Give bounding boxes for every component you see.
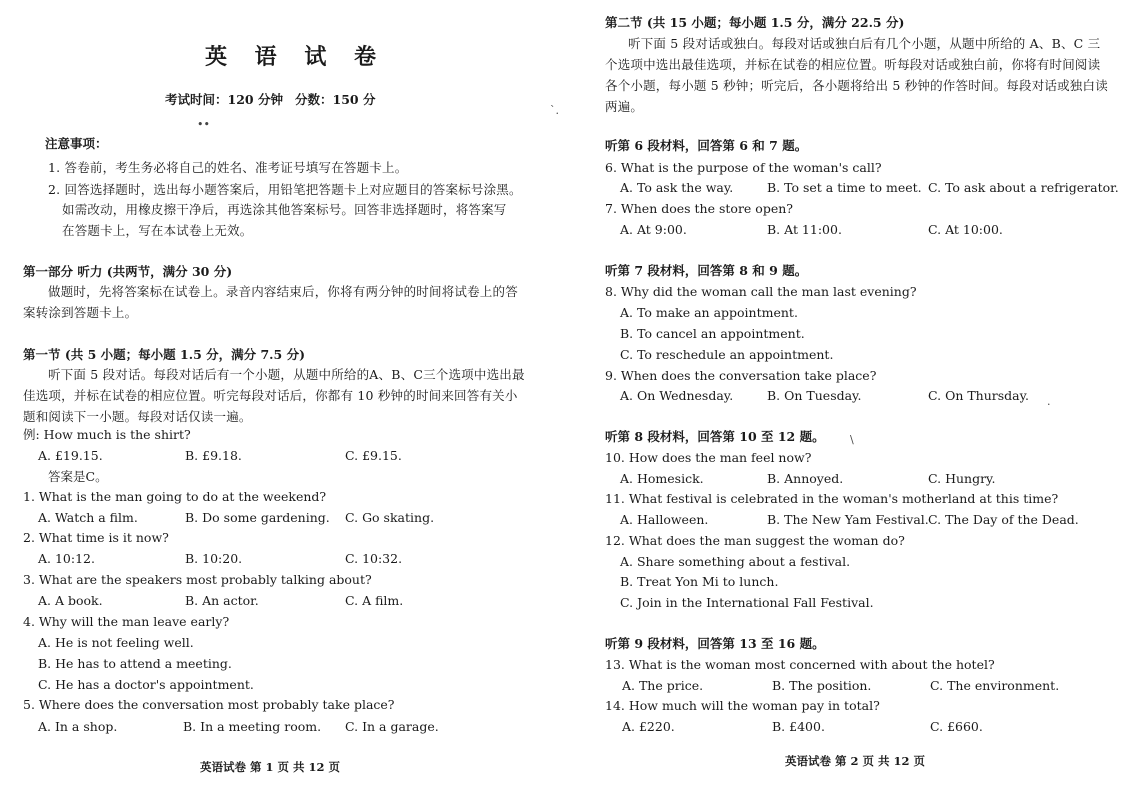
q7-option-b: B. At 11:00.	[767, 222, 842, 237]
q10-option-a: A. Homesick.	[620, 471, 704, 486]
section2-title: 第二节 (共 15 小题；每小题 1.5 分，满分 22.5 分)	[605, 15, 905, 30]
question-6: 6. What is the purpose of the woman's call?	[605, 160, 882, 175]
exam-page-2	[550, 0, 1123, 800]
example-option-a: A. £19.15.	[38, 448, 103, 463]
scan-speck: \	[850, 433, 854, 446]
q11-option-a: A. Halloween.	[620, 512, 709, 527]
q14-option-a: A. £220.	[622, 719, 675, 734]
note-line: 2. 回答选择题时，选出每小题答案后，用铅笔把答题卡上对应题目的答案标号涂黑。	[48, 182, 522, 197]
q14-option-b: B. £400.	[772, 719, 825, 734]
q4-option-b: B. He has to attend a meeting.	[38, 656, 232, 671]
exam-title: 英 语 试 卷	[205, 44, 386, 70]
section1-intro-line: 佳选项，并标在试卷的相应位置。听完每段对话后，你都有 10 秒钟的时间来回答有关小	[23, 388, 518, 403]
note-line: 1. 答卷前，考生务必将自己的姓名、准考证号填写在答题卡上。	[48, 160, 408, 175]
q8-option-a: A. To make an appointment.	[620, 305, 798, 320]
group-heading: 听第 9 段材料，回答第 13 至 16 题。	[605, 636, 825, 651]
question-2: 2. What time is it now?	[23, 530, 169, 545]
q12-option-a: A. Share something about a festival.	[620, 554, 851, 569]
section1-title: 第一节 (共 5 小题；每小题 1.5 分，满分 7.5 分)	[23, 347, 305, 362]
part1-intro-line: 案转涂到答题卡上。	[23, 305, 138, 320]
section1-intro-line: 听下面 5 段对话。每段对话后有一个小题，从题中所给的A、B、C三个选项中选出最	[48, 367, 525, 382]
q3-option-c: C. A film.	[345, 593, 404, 608]
question-7: 7. When does the store open?	[605, 201, 793, 216]
q11-option-b: B. The New Yam Festival.	[767, 512, 929, 527]
q10-option-b: B. Annoyed.	[767, 471, 844, 486]
q2-option-b: B. 10:20.	[185, 551, 243, 566]
question-11: 11. What festival is celebrated in the woman's motherland at this time?	[605, 491, 1059, 506]
question-14: 14. How much will the woman pay in total?	[605, 698, 880, 713]
question-1: 1. What is the man going to do at the weekend?	[23, 489, 327, 504]
q14-option-c: C. £660.	[930, 719, 983, 734]
q13-option-c: C. The environment.	[930, 678, 1060, 693]
group-heading: 听第 7 段材料，回答第 8 和 9 题。	[605, 263, 808, 278]
scan-speck: `.	[550, 104, 559, 117]
section1-intro-line: 题和阅读下一小题。每段对话仅读一遍。	[23, 409, 252, 424]
section2-intro-line: 个选项中选出最佳选项，并标在试卷的相应位置。听每段对话或独白前，你将有时间阅读	[605, 57, 1101, 72]
exam-time: 考试时间：120 分钟	[165, 92, 283, 107]
example-option-c: C. £9.15.	[345, 448, 402, 463]
question-5: 5. Where does the conversation most probably take place?	[23, 697, 395, 712]
section2-intro-line: 两遍。	[605, 99, 644, 114]
question-8: 8. Why did the woman call the man last evening?	[605, 284, 917, 299]
q1-option-b: B. Do some gardening.	[185, 510, 330, 525]
question-12: 12. What does the man suggest the woman do?	[605, 533, 905, 548]
scan-speck: ••	[197, 118, 210, 131]
q2-option-c: C. 10:32.	[345, 551, 403, 566]
q6-option-c: C. To ask about a refrigerator.	[928, 180, 1119, 195]
part1-intro-line: 做题时，先将答案标在试卷上。录音内容结束后，你将有两分钟的时间将试卷上的答	[48, 284, 518, 299]
page-footer: 英语试卷 第 1 页 共 12 页	[200, 760, 341, 774]
q3-option-a: A. A book.	[38, 593, 103, 608]
q7-option-a: A. At 9:00.	[620, 222, 687, 237]
q9-option-c: C. On Thursday.	[928, 388, 1029, 403]
q13-option-a: A. The price.	[622, 678, 704, 693]
q4-option-a: A. He is not feeling well.	[38, 635, 194, 650]
q3-option-b: B. An actor.	[185, 593, 259, 608]
q8-option-c: C. To reschedule an appointment.	[620, 347, 834, 362]
q4-option-c: C. He has a doctor's appointment.	[38, 677, 254, 692]
part1-title: 第一部分 听力 (共两节，满分 30 分)	[23, 264, 233, 279]
q6-option-a: A. To ask the way.	[620, 180, 734, 195]
group-heading: 听第 8 段材料，回答第 10 至 12 题。	[605, 429, 825, 444]
exam-page-1	[0, 0, 545, 800]
q9-option-a: A. On Wednesday.	[620, 388, 734, 403]
q1-option-c: C. Go skating.	[345, 510, 435, 525]
example-option-b: B. £9.18.	[185, 448, 242, 463]
q1-option-a: A. Watch a film.	[38, 510, 138, 525]
question-9: 9. When does the conversation take place?	[605, 368, 877, 383]
scan-speck: .	[1047, 395, 1051, 408]
q2-option-a: A. 10:12.	[38, 551, 95, 566]
q10-option-c: C. Hungry.	[928, 471, 996, 486]
section2-intro-line: 听下面 5 段对话或独白。每段对话或独白后有几个小题，从题中所给的 A、B、C 三	[628, 36, 1101, 51]
note-line: 如需改动，用橡皮擦干净后，再选涂其他答案标号。回答非选择题时，将答案写	[62, 202, 507, 217]
example-answer: 答案是C。	[48, 469, 108, 484]
question-3: 3. What are the speakers most probably talking about?	[23, 572, 372, 587]
q12-option-c: C. Join in the International Fall Festival.	[620, 595, 874, 610]
q5-option-b: B. In a meeting room.	[183, 719, 322, 734]
question-13: 13. What is the woman most concerned with about the hotel?	[605, 657, 995, 672]
note-line: 在答题卡上，写在本试卷上无效。	[62, 223, 253, 238]
q13-option-b: B. The position.	[772, 678, 872, 693]
q6-option-b: B. To set a time to meet.	[767, 180, 922, 195]
group-heading: 听第 6 段材料，回答第 6 和 7 题。	[605, 138, 808, 153]
q7-option-c: C. At 10:00.	[928, 222, 1003, 237]
section2-intro-line: 各个小题，每小题 5 秒钟；听完后，各小题将给出 5 秒钟的作答时间。每段对话或独白读	[605, 78, 1108, 93]
q8-option-b: B. To cancel an appointment.	[620, 326, 805, 341]
q12-option-b: B. Treat Yon Mi to lunch.	[620, 574, 779, 589]
notes-title: 注意事项：	[45, 136, 108, 151]
exam-score: 分数：150 分	[295, 92, 376, 107]
question-4: 4. Why will the man leave early?	[23, 614, 230, 629]
example-question: 例: How much is the shirt?	[23, 427, 191, 442]
q11-option-c: C. The Day of the Dead.	[928, 512, 1079, 527]
page-footer: 英语试卷 第 2 页 共 12 页	[785, 754, 926, 768]
q9-option-b: B. On Tuesday.	[767, 388, 862, 403]
question-10: 10. How does the man feel now?	[605, 450, 812, 465]
q5-option-a: A. In a shop.	[38, 719, 118, 734]
q5-option-c: C. In a garage.	[345, 719, 439, 734]
